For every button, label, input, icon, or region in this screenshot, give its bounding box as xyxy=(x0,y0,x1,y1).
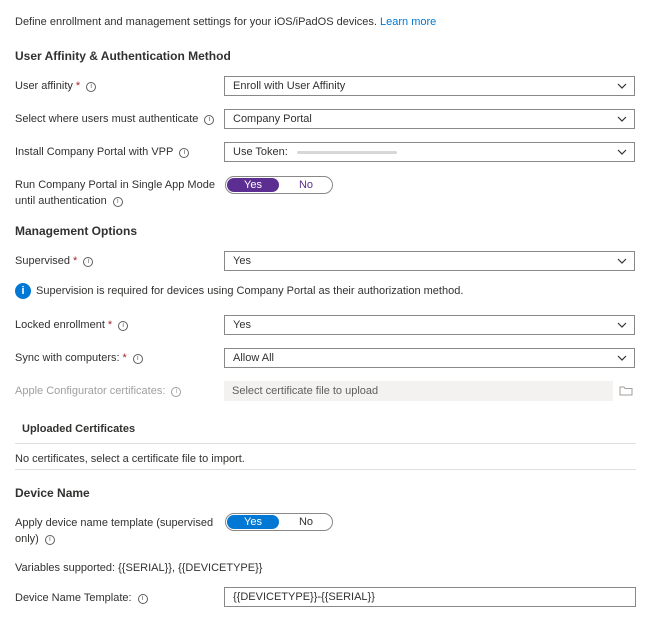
info-icon[interactable]: i xyxy=(113,197,123,207)
redacted-token xyxy=(297,151,397,154)
authenticate-dropdown[interactable]: Company Portal xyxy=(224,109,635,129)
apply-template-label: Apply device name template (supervised only) i xyxy=(15,517,214,545)
vpp-label: Install Company Portal with VPP i xyxy=(15,144,189,160)
no-certificates-text: No certificates, select a certificate file to import. xyxy=(15,453,245,465)
section-title-management: Management Options xyxy=(15,224,138,238)
info-icon[interactable]: i xyxy=(86,82,96,92)
required-asterisk: * xyxy=(73,255,78,267)
apple-certs-label: Apple Configurator certificates: i xyxy=(15,383,181,399)
single-app-mode-toggle[interactable] xyxy=(225,176,333,194)
info-circle-icon: i xyxy=(15,283,31,299)
apply-template-toggle[interactable] xyxy=(225,513,333,531)
supervision-info-banner: i Supervision is required for devices using Company Portal as their authorization method. xyxy=(15,283,463,299)
chevron-down-icon xyxy=(617,354,627,362)
sync-computers-label: Sync with computers: * i xyxy=(15,350,143,366)
info-icon[interactable]: i xyxy=(133,354,143,364)
info-icon[interactable]: i xyxy=(179,148,189,158)
chevron-down-icon xyxy=(617,257,627,265)
toggle-yes-option[interactable]: Yes xyxy=(227,178,279,192)
user-affinity-dropdown[interactable]: Enroll with User Affinity xyxy=(224,76,635,96)
chevron-down-icon xyxy=(617,82,627,90)
info-icon[interactable]: i xyxy=(45,535,55,545)
device-name-template-input[interactable]: {{DEVICETYPE}}-{{SERIAL}} xyxy=(224,587,636,607)
toggle-yes-option[interactable]: Yes xyxy=(227,515,279,529)
required-asterisk: * xyxy=(107,319,113,331)
required-asterisk: * xyxy=(122,352,127,364)
single-app-mode-label: Run Company Portal in Single App Mode until authentication i xyxy=(15,179,215,207)
chevron-down-icon xyxy=(617,115,627,123)
supervised-dropdown[interactable]: Yes xyxy=(224,251,635,271)
intro-text: Define enrollment and management settings for your iOS/iPadOS devices. Learn more xyxy=(15,16,437,28)
table-divider xyxy=(15,443,636,444)
uploaded-certificates-heading: Uploaded Certificates xyxy=(22,423,136,435)
vpp-token-dropdown[interactable]: Use Token: xyxy=(224,142,635,162)
locked-enrollment-dropdown[interactable]: Yes xyxy=(224,315,635,335)
info-icon[interactable]: i xyxy=(204,115,214,125)
sync-computers-dropdown[interactable]: Allow All xyxy=(224,348,635,368)
toggle-no-option[interactable]: No xyxy=(298,179,314,191)
device-name-template-label: Device Name Template: i xyxy=(15,590,148,606)
locked-enrollment-label: Locked enrollment * i xyxy=(15,317,128,333)
toggle-no-option[interactable]: No xyxy=(298,516,314,528)
chevron-down-icon xyxy=(617,148,627,156)
learn-more-link[interactable]: Learn more xyxy=(380,16,437,28)
required-asterisk: * xyxy=(75,80,81,92)
info-icon[interactable]: i xyxy=(83,257,93,267)
table-divider xyxy=(15,469,636,470)
chevron-down-icon xyxy=(617,321,627,329)
info-icon[interactable]: i xyxy=(138,594,148,604)
section-title-affinity: User Affinity & Authentication Method xyxy=(15,49,231,63)
info-icon[interactable]: i xyxy=(118,321,128,331)
variables-supported-text: Variables supported: {{SERIAL}}, {{DEVICETYPE}} xyxy=(15,562,263,574)
certificate-file-input[interactable]: Select certificate file to upload xyxy=(224,381,613,401)
authenticate-label: Select where users must authenticate i xyxy=(15,111,214,127)
supervised-label: Supervised * i xyxy=(15,253,93,269)
folder-icon[interactable] xyxy=(615,381,637,401)
user-affinity-label: User affinity * i xyxy=(15,78,96,94)
section-title-device-name: Device Name xyxy=(15,486,90,500)
info-icon[interactable]: i xyxy=(171,387,181,397)
